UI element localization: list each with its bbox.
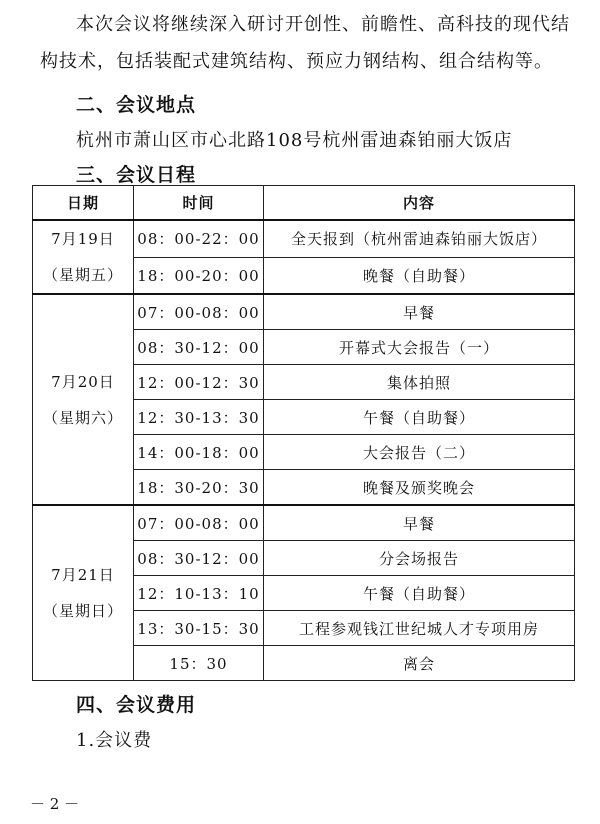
time-cell: 18：00-20：00 bbox=[134, 257, 264, 294]
schedule-header-row bbox=[33, 186, 575, 221]
time-cell: 08：30-12：00 bbox=[134, 541, 264, 576]
date-cell bbox=[33, 505, 134, 681]
weekday-label: （星期五） bbox=[42, 266, 123, 284]
content-cell: 开幕式大会报告（一） bbox=[264, 330, 575, 365]
table-row bbox=[33, 220, 575, 257]
content-cell: 午餐（自助餐） bbox=[264, 400, 575, 435]
fee-item-1: 1.会议费 bbox=[76, 730, 153, 751]
date-label: 7月21日 bbox=[51, 566, 115, 584]
intro-line-1: 本次会议将继续深入研讨开创性、前瞻性、高科技的现代结 bbox=[76, 14, 570, 35]
time-cell: 15：30 bbox=[134, 646, 264, 681]
date-cell bbox=[33, 294, 134, 505]
content-cell: 早餐 bbox=[264, 294, 575, 330]
section-fees-heading: 四、会议费用 bbox=[76, 694, 197, 716]
table-row bbox=[33, 294, 575, 330]
content-cell: 大会报告（二） bbox=[264, 435, 575, 470]
weekday-label: （星期六） bbox=[42, 408, 123, 427]
section-venue-heading: 二、会议地点 bbox=[76, 94, 197, 116]
content-cell: 全天报到（杭州雷迪森铂丽大饭店） bbox=[264, 220, 575, 257]
page-number: － 2 － bbox=[30, 795, 80, 813]
time-cell: 12：00-12：30 bbox=[134, 365, 264, 400]
header-content: 内容 bbox=[264, 186, 575, 221]
venue-address: 杭州市萧山区市心北路108号杭州雷迪森铂丽大饭店 bbox=[76, 130, 513, 151]
date-cell bbox=[33, 220, 134, 294]
header-time: 时间 bbox=[134, 186, 264, 221]
weekday-label: （星期日） bbox=[42, 602, 123, 620]
time-cell: 07：00-08：00 bbox=[134, 294, 264, 330]
time-cell: 14：00-18：00 bbox=[134, 435, 264, 470]
date-label: 7月20日 bbox=[51, 372, 115, 391]
content-cell: 离会 bbox=[264, 646, 575, 681]
header-date: 日期 bbox=[33, 186, 134, 221]
content-cell: 午餐（自助餐） bbox=[264, 576, 575, 611]
time-cell: 12：30-13：30 bbox=[134, 400, 264, 435]
intro-paragraph bbox=[40, 6, 570, 80]
time-cell: 08：00-22：00 bbox=[134, 220, 264, 257]
intro-line-2: 构技术，包括装配式建筑结构、预应力钢结构、组合结构等。 bbox=[40, 51, 553, 72]
content-cell: 集体拍照 bbox=[264, 365, 575, 400]
content-cell: 工程参观钱江世纪城人才专项用房 bbox=[264, 611, 575, 646]
content-cell: 分会场报告 bbox=[264, 541, 575, 576]
content-cell: 早餐 bbox=[264, 505, 575, 541]
table-row bbox=[33, 505, 575, 541]
section-schedule-heading: 三、会议日程 bbox=[76, 164, 197, 186]
time-cell: 18：30-20：30 bbox=[134, 470, 264, 506]
date-label: 7月19日 bbox=[51, 230, 115, 248]
time-cell: 13：30-15：30 bbox=[134, 611, 264, 646]
time-cell: 07：00-08：00 bbox=[134, 505, 264, 541]
time-cell: 08：30-12：00 bbox=[134, 330, 264, 365]
content-cell: 晚餐（自助餐） bbox=[264, 257, 575, 294]
schedule-table bbox=[32, 185, 575, 681]
time-cell: 12：10-13：10 bbox=[134, 576, 264, 611]
content-cell: 晚餐及颁奖晚会 bbox=[264, 470, 575, 506]
